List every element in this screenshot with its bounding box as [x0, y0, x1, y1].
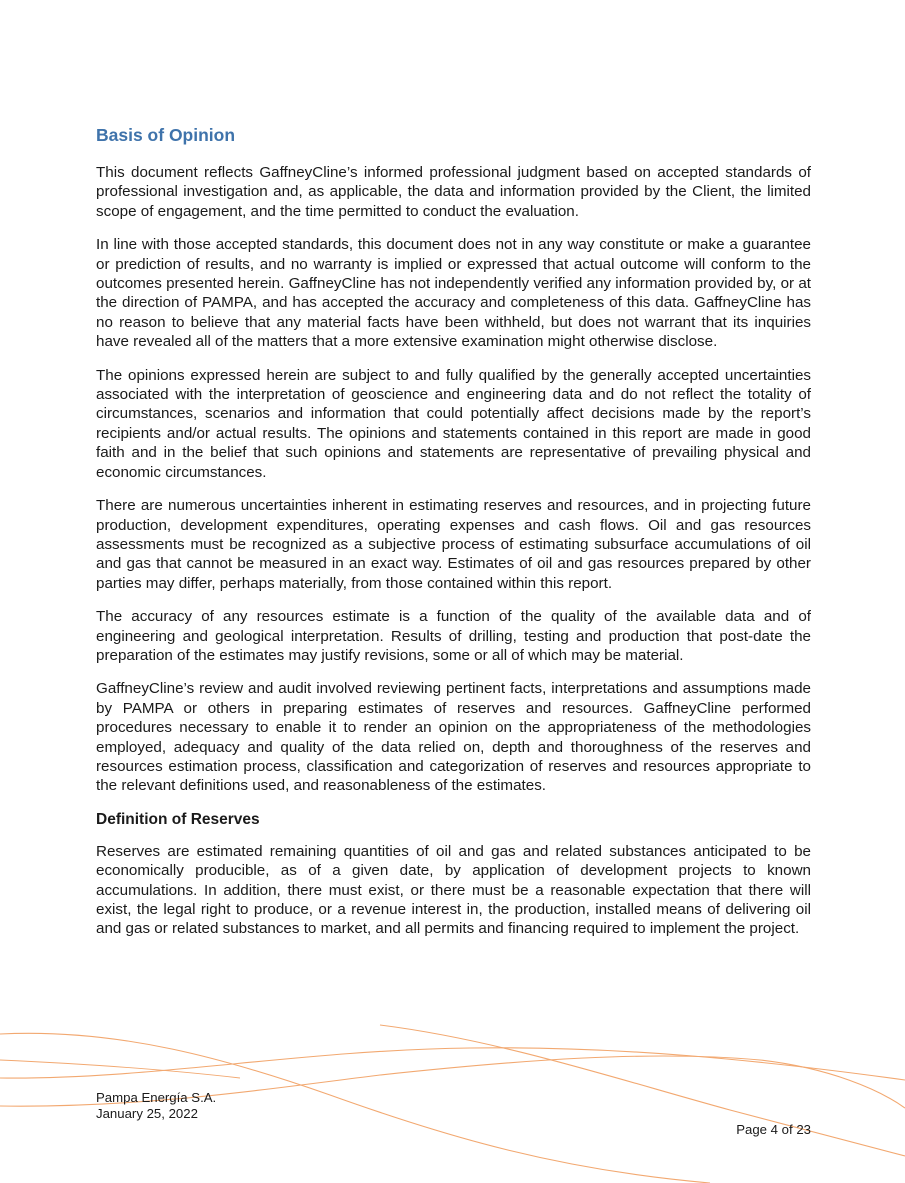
paragraph-2: In line with those accepted standards, this document does not in any way constitute or make a guarantee or prediction of results, and no warranty is implied or expressed that actual outcome will conform to the outcomes presented herein. GaffneyCline has not independently verified any information provided by, or at the direction of PAMPA, and has accepted the accuracy and completeness of this data. GaffneyCline has no reason to believe that any material facts have been withheld, but does not warrant that its inquiries have revealed all of the matters that a more extensive examination might otherwise disclose. — [96, 236, 811, 351]
paragraph-4: There are numerous uncertainties inherent in estimating reserves and resources, and in projecting future production, development expenditures, operating expenses and cash flows. Oil and gas resources assessments must be recognized as a subjective process of estimating subsurface accumulations of oil and gas that cannot be measured in an exact way. Estimates of oil and gas resources prepared by other parties may differ, perhaps materially, from those contained within this report. — [96, 497, 811, 592]
paragraph-1: This document reflects GaffneyCline’s informed professional judgment based on accepted standards of professional investigation and, as applicable, the data and information provided by the Client, the limited scope of engagement, and the time permitted to conduct the evaluation. — [96, 164, 811, 220]
wave-line-5 — [0, 1060, 240, 1078]
paragraph-5: The accuracy of any resources estimate is a function of the quality of the available data and of engineering and geological interpretation. Results of drilling, testing and production that post-date the preparation of the estimates may justify revisions, some or all of which may be material. — [96, 608, 811, 664]
footer-company: Pampa Energía S.A. — [96, 1090, 217, 1105]
footer-date: January 25, 2022 — [96, 1106, 198, 1121]
paragraph-3: The opinions expressed herein are subject to and fully qualified by the generally accepted uncertainties associated with the interpretation of geoscience and engineering data and do not reflect the totality of circumstances, scenarios and information that could potentially affect decisions made by the report’s recipients and/or actual results. The opinions and statements contained in this report are made in good faith and in the belief that such opinions and statements are representative of prevailing physical and economic circumstances. — [96, 366, 811, 481]
section-title: Basis of Opinion — [96, 125, 236, 145]
page-content — [96, 124, 811, 953]
wave-line-2 — [0, 1048, 905, 1080]
subsection-title: Definition of Reserves — [96, 810, 260, 828]
subsection-paragraph: Reserves are estimated remaining quantities of oil and gas and related substances anticipated to be economically producible, as of a given date, by application of development projects to known accumulations. In addition, there must exist, or there must be a reasonable expectation that there will exist, the legal right to produce, or a revenue interest in, the production, installed means of delivering oil and gas or related substances to market, and all permits and financing required to implement the project. — [96, 842, 811, 938]
footer-left — [96, 1090, 216, 1122]
paragraph-6: GaffneyCline’s review and audit involved reviewing pertinent facts, interpretations and assumptions made by PAMPA or others in preparing estimates of reserves and resources. GaffneyCline performed procedures necessary to enable it to render an opinion on the appropriateness of the methodologies employed, adequacy and quality of the data relied on, depth and thoroughness of the reserves and resources estimation process, classification and categorization of reserves and resources appropriate to the relevant definitions used, and reasonableness of the estimates. — [96, 680, 811, 795]
page-number: Page 4 of 23 — [736, 1122, 811, 1137]
